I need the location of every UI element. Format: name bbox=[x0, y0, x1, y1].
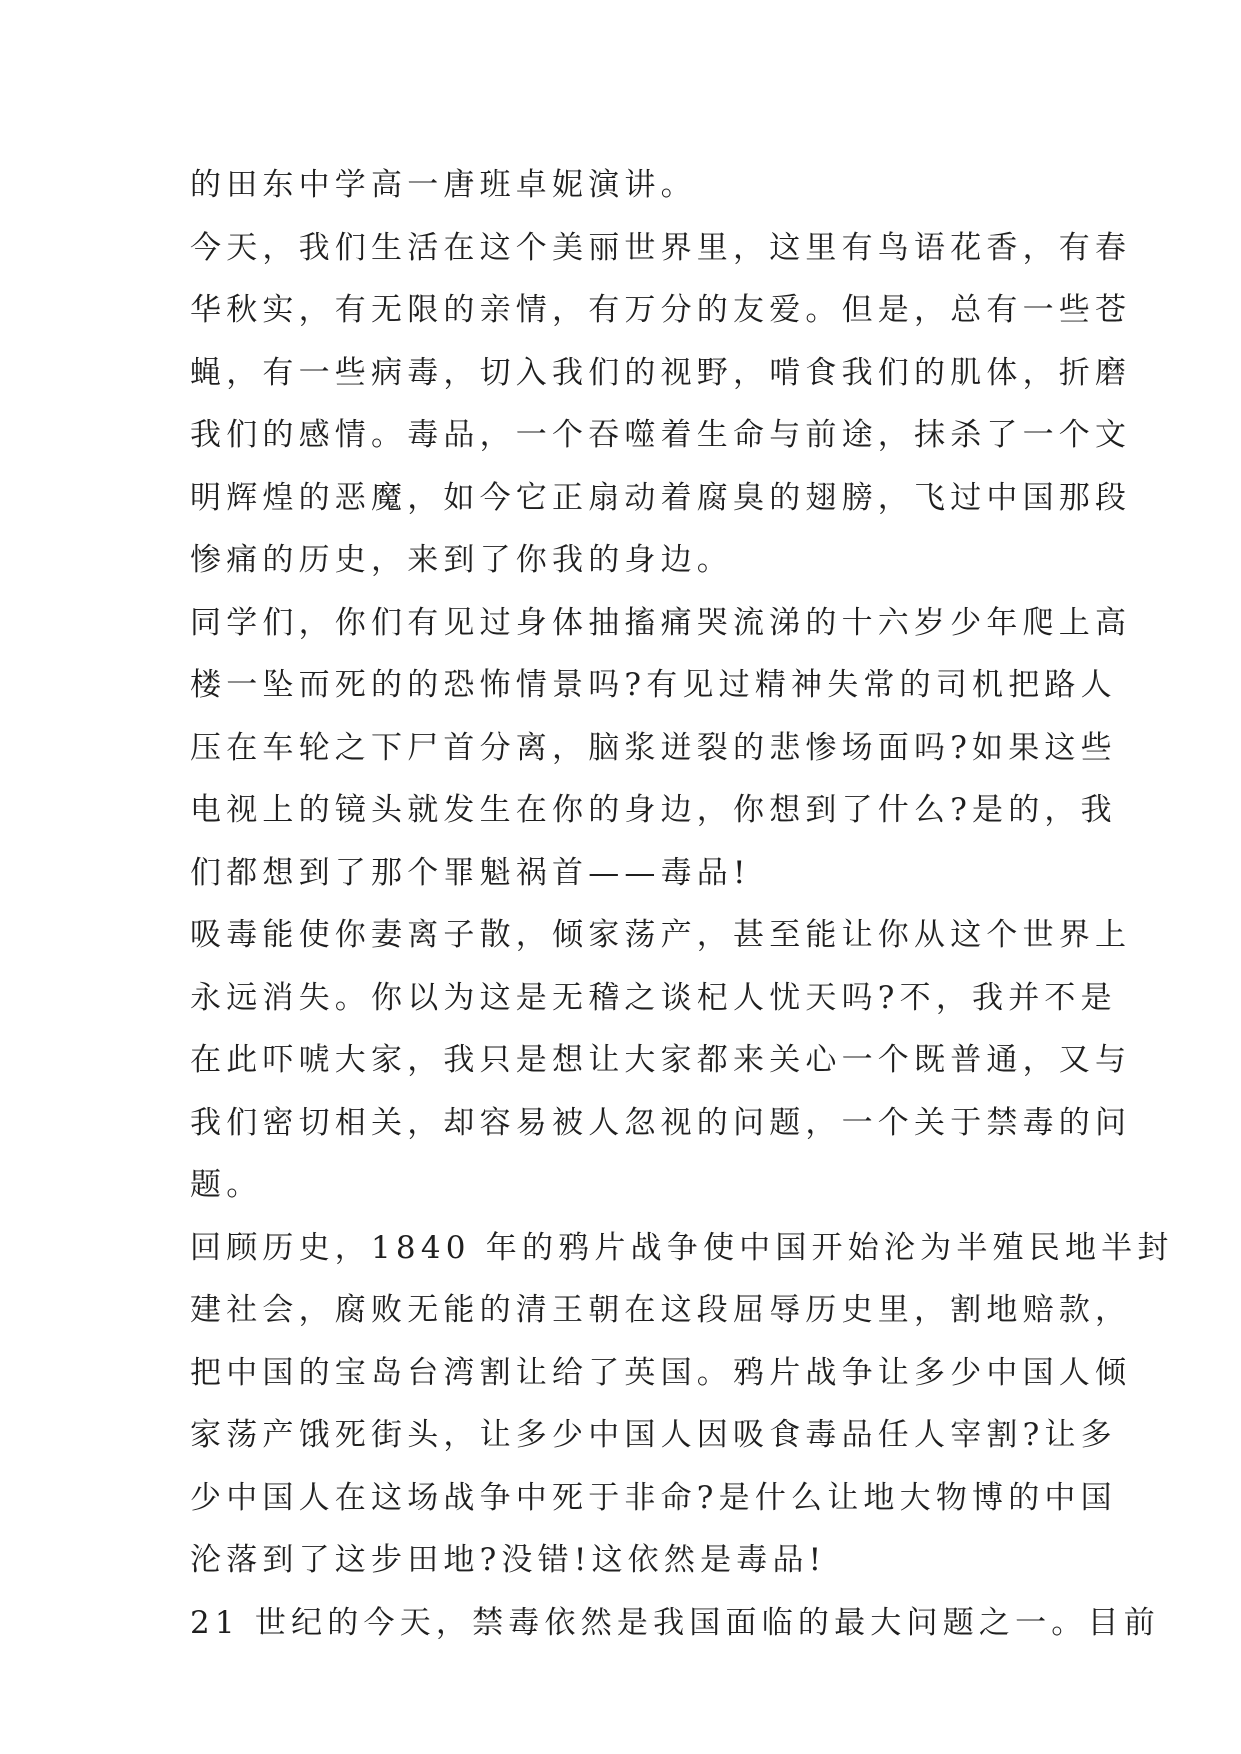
text-line: 我们的感情。毒品，一个吞噬着生命与前途，抹杀了一个文 bbox=[190, 417, 1132, 453]
text-line: 同学们，你们有见过身体抽搐痛哭流涕的十六岁少年爬上高 bbox=[190, 604, 1132, 641]
text-line: 建社会，腐败无能的清王朝在这段屈辱历史里，割地赔款， bbox=[190, 1292, 1132, 1328]
text-line: 今天，我们生活在这个美丽世界里，这里有鸟语花香，有春 bbox=[190, 229, 1132, 266]
text-line: 惨痛的历史，来到了你我的身边。 bbox=[190, 542, 733, 578]
text-line: 沦落到了这步田地?没错!这依然是毒品! bbox=[190, 1542, 827, 1578]
text-line: 电视上的镜头就发生在你的身边，你想到了什么?是的，我 bbox=[190, 792, 1117, 828]
text-line: 华秋实，有无限的亲情，有万分的友爱。但是，总有一些苍 bbox=[190, 292, 1132, 328]
text-line: 家荡产饿死街头，让多少中国人因吸食毒品任人宰割?让多 bbox=[190, 1417, 1117, 1453]
text-line: 的田东中学高一唐班卓妮演讲。 bbox=[190, 167, 697, 203]
text-line: 蝇，有一些病毒，切入我们的视野，啃食我们的肌体，折磨 bbox=[190, 354, 1132, 391]
text-line: 压在车轮之下尸首分离，脑浆迸裂的悲惨场面吗?如果这些 bbox=[190, 729, 1117, 766]
text-line: 21 世纪的今天，禁毒依然是我国面临的最大问题之一。目前 bbox=[190, 1604, 1160, 1641]
speech-text bbox=[190, 154, 1174, 1654]
text-line: 少中国人在这场战争中死于非命?是什么让地大物博的中国 bbox=[190, 1479, 1117, 1516]
text-line: 回顾历史，1840 年的鸦片战争使中国开始沦为半殖民地半封 bbox=[190, 1229, 1174, 1266]
text-line: 把中国的宝岛台湾割让给了英国。鸦片战争让多少中国人倾 bbox=[190, 1354, 1132, 1391]
text-line: 楼一坠而死的的恐怖情景吗?有见过精神失常的司机把路人 bbox=[190, 667, 1117, 703]
text-line: 在此吓唬大家，我只是想让大家都来关心一个既普通，又与 bbox=[190, 1042, 1132, 1078]
text-line: 永远消失。你以为这是无稽之谈杞人忧天吗?不，我并不是 bbox=[190, 979, 1117, 1016]
text-line: 题。 bbox=[190, 1167, 263, 1203]
text-line: 明辉煌的恶魔，如今它正扇动着腐臭的翅膀，飞过中国那段 bbox=[190, 479, 1132, 516]
text-line: 吸毒能使你妻离子散，倾家荡产，甚至能让你从这个世界上 bbox=[190, 917, 1132, 953]
text-line: 我们密切相关，却容易被人忽视的问题，一个关于禁毒的问 bbox=[190, 1104, 1132, 1141]
text-line: 们都想到了那个罪魁祸首——毒品! bbox=[190, 854, 751, 891]
